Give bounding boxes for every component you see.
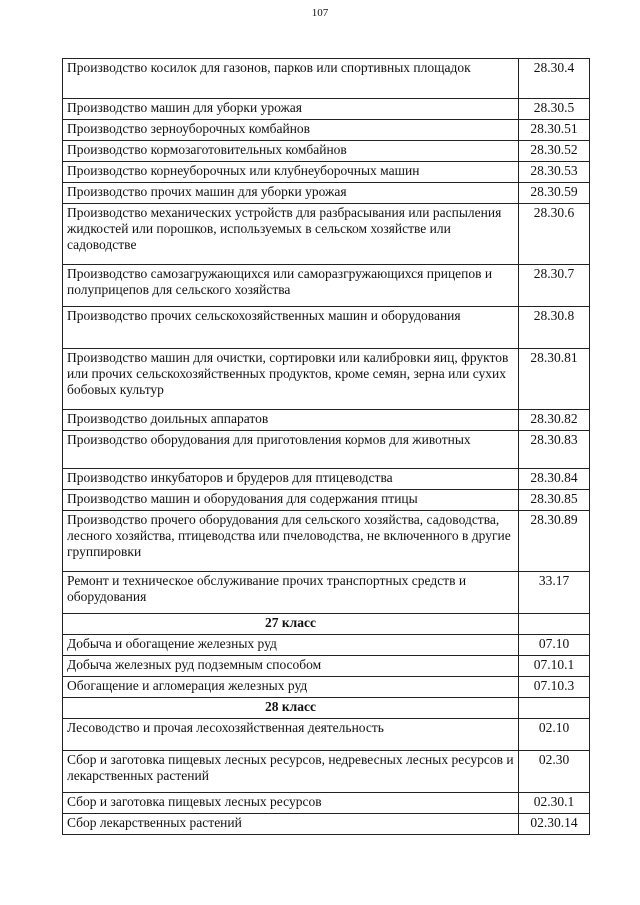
class-title: 28 класс <box>63 698 519 719</box>
activity-name: Производство прочих сельскохозяйственных машин и оборудования <box>63 307 519 349</box>
activity-code: 02.30.1 <box>519 793 590 814</box>
activity-code: 28.30.4 <box>519 59 590 99</box>
activity-name: Производство зерноуборочных комбайнов <box>63 120 519 141</box>
activity-code: 33.17 <box>519 572 590 614</box>
table-row <box>63 349 590 410</box>
activity-code: 28.30.8 <box>519 307 590 349</box>
activity-code: 02.10 <box>519 719 590 751</box>
activity-name: Производство самозагружающихся или саморазгружающихся прицепов и полуприцепов для сельского хозяйства <box>63 265 519 307</box>
activity-code: 07.10.3 <box>519 677 590 698</box>
activity-name: Производство косилок для газонов, парков или спортивных площадок <box>63 59 519 99</box>
activity-name: Лесоводство и прочая лесохозяйственная деятельность <box>63 719 519 751</box>
table-row <box>63 431 590 469</box>
table-row <box>63 204 590 265</box>
activity-code: 28.30.6 <box>519 204 590 265</box>
activity-name: Производство машин для уборки урожая <box>63 99 519 120</box>
table-row <box>63 635 590 656</box>
table-row <box>63 814 590 835</box>
activity-code: 28.30.89 <box>519 511 590 572</box>
class-header-row <box>63 698 590 719</box>
activity-name: Производство инкубаторов и брудеров для птицеводства <box>63 469 519 490</box>
activity-code <box>519 698 590 719</box>
activity-name: Обогащение и агломерация железных руд <box>63 677 519 698</box>
activity-code: 28.30.82 <box>519 410 590 431</box>
activity-name: Производство доильных аппаратов <box>63 410 519 431</box>
table-row <box>63 120 590 141</box>
activity-code: 07.10.1 <box>519 656 590 677</box>
activity-name: Сбор и заготовка пищевых лесных ресурсов, недревесных лесных ресурсов и лекарственных растений <box>63 751 519 793</box>
activity-name: Производство корнеуборочных или клубнеуборочных машин <box>63 162 519 183</box>
activity-name: Производство оборудования для приготовления кормов для животных <box>63 431 519 469</box>
activity-code: 28.30.84 <box>519 469 590 490</box>
activity-code: 28.30.5 <box>519 99 590 120</box>
activity-code: 02.30 <box>519 751 590 793</box>
activity-code: 28.30.59 <box>519 183 590 204</box>
table-row <box>63 511 590 572</box>
table-row <box>63 572 590 614</box>
activity-code: 28.30.83 <box>519 431 590 469</box>
table-row <box>63 793 590 814</box>
table-body <box>63 59 590 835</box>
table-row <box>63 183 590 204</box>
activity-name: Добыча железных руд подземным способом <box>63 656 519 677</box>
table-row <box>63 307 590 349</box>
table-row <box>63 719 590 751</box>
activity-codes-table <box>62 58 590 835</box>
table-row <box>63 490 590 511</box>
activity-code <box>519 614 590 635</box>
activity-name: Производство машин и оборудования для содержания птицы <box>63 490 519 511</box>
table-row <box>63 677 590 698</box>
activity-code: 28.30.51 <box>519 120 590 141</box>
activity-code: 28.30.81 <box>519 349 590 410</box>
activity-code: 28.30.53 <box>519 162 590 183</box>
activity-code: 07.10 <box>519 635 590 656</box>
class-title: 27 класс <box>63 614 519 635</box>
activity-name: Ремонт и техническое обслуживание прочих транспортных средств и оборудования <box>63 572 519 614</box>
table-row <box>63 656 590 677</box>
activity-name: Производство кормозаготовительных комбайнов <box>63 141 519 162</box>
table-row <box>63 469 590 490</box>
class-header-row <box>63 614 590 635</box>
activity-name: Добыча и обогащение железных руд <box>63 635 519 656</box>
table-row <box>63 162 590 183</box>
activity-code: 28.30.7 <box>519 265 590 307</box>
activity-name: Сбор и заготовка пищевых лесных ресурсов <box>63 793 519 814</box>
activity-name: Производство прочего оборудования для сельского хозяйства, садоводства, лесного хозяйства, птицеводства или пчеловодства, не включенного в другие группировки <box>63 511 519 572</box>
table-row <box>63 59 590 99</box>
activity-name: Производство прочих машин для уборки урожая <box>63 183 519 204</box>
activity-name: Производство машин для очистки, сортировки или калибровки яиц, фруктов или прочих сельскохозяйственных продуктов, кроме семян, зерна или сухих бобовых культур <box>63 349 519 410</box>
activity-name: Сбор лекарственных растений <box>63 814 519 835</box>
activity-code: 28.30.52 <box>519 141 590 162</box>
table-row <box>63 265 590 307</box>
page-number: 107 <box>311 7 329 19</box>
table-row <box>63 751 590 793</box>
activity-code: 28.30.85 <box>519 490 590 511</box>
table-row <box>63 410 590 431</box>
activity-name: Производство механических устройств для разбрасывания или распыления жидкостей или порошков, используемых в сельском хозяйстве или садоводстве <box>63 204 519 265</box>
activity-code: 02.30.14 <box>519 814 590 835</box>
table-row <box>63 141 590 162</box>
table-row <box>63 99 590 120</box>
